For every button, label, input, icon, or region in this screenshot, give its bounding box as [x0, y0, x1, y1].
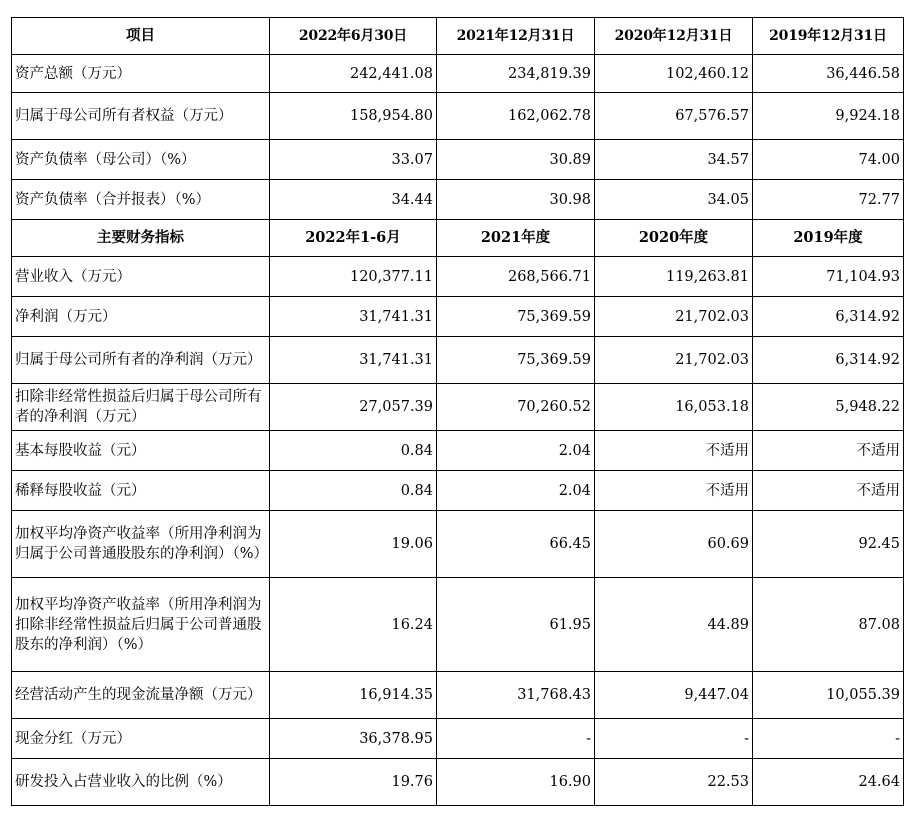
- cell-value: 34.57: [595, 140, 753, 180]
- cell-value: 31,741.31: [270, 297, 437, 337]
- cell-value: 66.45: [437, 511, 595, 578]
- cell-value: 2.04: [437, 471, 595, 511]
- cell-value: 71,104.93: [753, 257, 904, 297]
- cell-value: 30.89: [437, 140, 595, 180]
- row-label: 归属于母公司所有者的净利润（万元）: [12, 337, 270, 384]
- row-label: 归属于母公司所有者权益（万元）: [12, 93, 270, 140]
- cell-value: 19.76: [270, 759, 437, 806]
- cell-value: 36,378.95: [270, 719, 437, 759]
- cell-value: 16.24: [270, 578, 437, 672]
- cell-value: 75,369.59: [437, 337, 595, 384]
- cell-value: 92.45: [753, 511, 904, 578]
- table-row: [12, 180, 904, 220]
- cell-value: 234,819.39: [437, 55, 595, 93]
- cell-value: 60.69: [595, 511, 753, 578]
- header-2022-h1: 2022年1-6月: [270, 220, 437, 257]
- table-row: [12, 93, 904, 140]
- cell-value: 19.06: [270, 511, 437, 578]
- row-label: 加权平均净资产收益率（所用净利润为扣除非经常性损益后归属于公司普通股股东的净利润）（%）: [12, 578, 270, 672]
- cell-value: 34.44: [270, 180, 437, 220]
- cell-value: 不适用: [595, 431, 753, 471]
- table-row: [12, 759, 904, 806]
- cell-value: 9,924.18: [753, 93, 904, 140]
- cell-value: 22.53: [595, 759, 753, 806]
- cell-value: 268,566.71: [437, 257, 595, 297]
- cell-value: 6,314.92: [753, 337, 904, 384]
- cell-value: 不适用: [595, 471, 753, 511]
- cell-value: 10,055.39: [753, 672, 904, 719]
- cell-value: 162,062.78: [437, 93, 595, 140]
- table-row: [12, 337, 904, 384]
- table-row: [12, 297, 904, 337]
- cell-value: 34.05: [595, 180, 753, 220]
- cell-value: 44.89: [595, 578, 753, 672]
- table-row: [12, 55, 904, 93]
- cell-value: 0.84: [270, 431, 437, 471]
- cell-value: 120,377.11: [270, 257, 437, 297]
- row-label: 加权平均净资产收益率（所用净利润为归属于公司普通股股东的净利润）（%）: [12, 511, 270, 578]
- cell-value: 36,446.58: [753, 55, 904, 93]
- cell-value: 31,768.43: [437, 672, 595, 719]
- table-row: [12, 672, 904, 719]
- cell-value: 75,369.59: [437, 297, 595, 337]
- table-row: [12, 431, 904, 471]
- cell-value: 24.64: [753, 759, 904, 806]
- table-row: [12, 257, 904, 297]
- cell-value: 9,447.04: [595, 672, 753, 719]
- cell-value: 5,948.22: [753, 384, 904, 431]
- cell-value: 21,702.03: [595, 337, 753, 384]
- table-header-row: [12, 18, 904, 55]
- cell-value: 119,263.81: [595, 257, 753, 297]
- cell-value: 30.98: [437, 180, 595, 220]
- header-2020: 2020年度: [595, 220, 753, 257]
- table-row: [12, 578, 904, 672]
- row-label: 基本每股收益（元）: [12, 431, 270, 471]
- cell-value: 2.04: [437, 431, 595, 471]
- header-2020-12-31: 2020年12月31日: [595, 18, 753, 55]
- row-label: 经营活动产生的现金流量净额（万元）: [12, 672, 270, 719]
- header-2019-12-31: 2019年12月31日: [753, 18, 904, 55]
- header-2021-12-31: 2021年12月31日: [437, 18, 595, 55]
- cell-value: 74.00: [753, 140, 904, 180]
- cell-value: 72.77: [753, 180, 904, 220]
- table-row: [12, 471, 904, 511]
- cell-value: 33.07: [270, 140, 437, 180]
- row-label: 资产负债率（合并报表）（%）: [12, 180, 270, 220]
- table-row: [12, 511, 904, 578]
- row-label: 净利润（万元）: [12, 297, 270, 337]
- table-row: [12, 140, 904, 180]
- cell-value: -: [753, 719, 904, 759]
- header-main-indicators: 主要财务指标: [12, 220, 270, 257]
- cell-value: 102,460.12: [595, 55, 753, 93]
- header-2019: 2019年度: [753, 220, 904, 257]
- cell-value: 21,702.03: [595, 297, 753, 337]
- cell-value: 16,914.35: [270, 672, 437, 719]
- cell-value: 0.84: [270, 471, 437, 511]
- cell-value: 87.08: [753, 578, 904, 672]
- cell-value: -: [595, 719, 753, 759]
- cell-value: 158,954.80: [270, 93, 437, 140]
- row-label: 稀释每股收益（元）: [12, 471, 270, 511]
- cell-value: 67,576.57: [595, 93, 753, 140]
- cell-value: 27,057.39: [270, 384, 437, 431]
- cell-value: 不适用: [753, 431, 904, 471]
- cell-value: 61.95: [437, 578, 595, 672]
- row-label: 营业收入（万元）: [12, 257, 270, 297]
- header-2022-06-30: 2022年6月30日: [270, 18, 437, 55]
- cell-value: 16,053.18: [595, 384, 753, 431]
- cell-value: 70,260.52: [437, 384, 595, 431]
- financial-data-table: [11, 17, 904, 806]
- table-subheader-row: [12, 220, 904, 257]
- table-row: [12, 384, 904, 431]
- row-label: 资产负债率（母公司）（%）: [12, 140, 270, 180]
- row-label: 扣除非经常性损益后归属于母公司所有者的净利润（万元）: [12, 384, 270, 431]
- cell-value: 31,741.31: [270, 337, 437, 384]
- row-label: 研发投入占营业收入的比例（%）: [12, 759, 270, 806]
- table-row: [12, 719, 904, 759]
- header-2021: 2021年度: [437, 220, 595, 257]
- cell-value: 16.90: [437, 759, 595, 806]
- header-item: 项目: [12, 18, 270, 55]
- row-label: 现金分红（万元）: [12, 719, 270, 759]
- cell-value: -: [437, 719, 595, 759]
- cell-value: 6,314.92: [753, 297, 904, 337]
- cell-value: 不适用: [753, 471, 904, 511]
- row-label: 资产总额（万元）: [12, 55, 270, 93]
- cell-value: 242,441.08: [270, 55, 437, 93]
